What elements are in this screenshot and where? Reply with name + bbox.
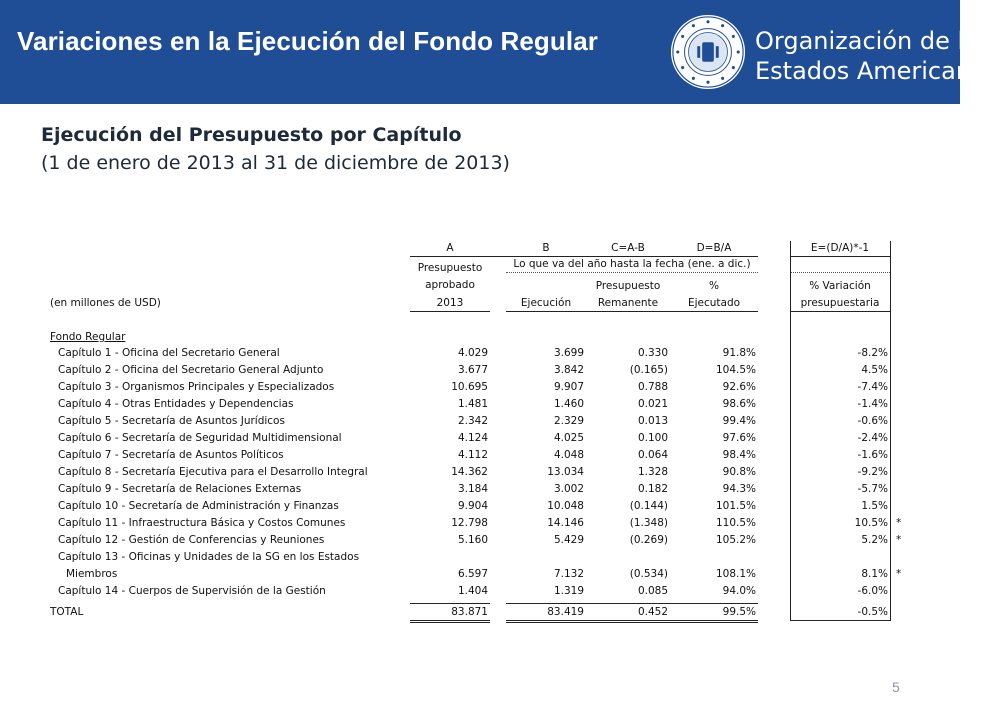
row-value-e: -5.7% — [857, 483, 888, 495]
row-value-c: (0.165) — [629, 364, 668, 376]
row-value-a: 3.184 — [457, 483, 488, 495]
row-label: Capítulo 14 - Cuerpos de Supervisión de la Gestión — [58, 585, 326, 597]
row-flag: * — [896, 568, 902, 580]
row-value-e: 1.5% — [861, 500, 888, 512]
row-value-c: 0.182 — [637, 483, 668, 495]
row-value-c: 0.100 — [637, 432, 668, 444]
col-c-header-line2: Remanente — [597, 297, 659, 309]
row-value-b: 4.048 — [553, 449, 584, 461]
row-label: Capítulo 10 - Secretaría de Administración y Finanzas — [58, 500, 339, 512]
row-label: Capítulo 5 - Secretaría de Asuntos Jurídicos — [58, 415, 285, 427]
row-value-e: -1.6% — [857, 449, 888, 461]
row-label: Miembros — [66, 568, 118, 580]
row-value-e: -6.0% — [857, 585, 888, 597]
row-label: Capítulo 11 - Infraestructura Básica y Costos Comunes — [58, 517, 346, 529]
row-value-c: 0.013 — [637, 415, 668, 427]
row-value-d: 108.1% — [715, 568, 756, 580]
total-d: 99.5% — [722, 606, 756, 618]
col-a-header-line2: aprobado — [425, 279, 475, 291]
row-label: Capítulo 7 - Secretaría de Asuntos Políticos — [58, 449, 284, 461]
col-d-header-line1: % — [709, 280, 719, 292]
row-value-d: 110.5% — [715, 517, 756, 529]
row-value-d: 105.2% — [715, 534, 756, 546]
total-e: -0.5% — [857, 606, 888, 618]
row-value-d: 101.5% — [715, 500, 756, 512]
row-value-c: 0.021 — [637, 398, 668, 410]
row-value-c: 0.085 — [637, 585, 668, 597]
row-value-a: 4.029 — [457, 347, 488, 359]
row-label: Capítulo 2 - Oficina del Secretario General Adjunto — [58, 364, 324, 376]
total-b: 83.419 — [547, 606, 584, 618]
row-label: Capítulo 8 - Secretaría Ejecutiva para el Desarrollo Integral — [58, 466, 368, 478]
row-value-a: 1.404 — [457, 585, 488, 597]
row-value-b: 5.429 — [553, 534, 584, 546]
row-value-b: 2.329 — [553, 415, 584, 427]
row-value-a: 2.342 — [457, 415, 488, 427]
row-value-b: 1.460 — [553, 398, 584, 410]
row-value-a: 5.160 — [457, 534, 488, 546]
row-value-b: 7.132 — [553, 568, 584, 580]
row-value-b: 1.319 — [553, 585, 584, 597]
row-value-c: (1.348) — [629, 517, 668, 529]
row-value-d: 91.8% — [722, 347, 756, 359]
row-label-line1: Capítulo 13 - Oficinas y Unidades de la SG en los Estados — [58, 551, 360, 563]
row-value-a: 9.904 — [457, 500, 488, 512]
row-value-a: 10.695 — [451, 381, 488, 393]
date-range: (1 de enero de 2013 al 31 de diciembre de 2013) — [41, 152, 510, 174]
row-value-a: 14.362 — [451, 466, 488, 478]
row-value-d: 97.6% — [722, 432, 756, 444]
col-a-header-line1: Presupuesto — [417, 262, 483, 274]
row-value-a: 4.124 — [457, 432, 488, 444]
row-value-e: -7.4% — [857, 381, 888, 393]
row-value-d: 104.5% — [715, 364, 756, 376]
row-value-b: 3.699 — [553, 347, 584, 359]
row-value-c: 0.788 — [637, 381, 668, 393]
col-letter-b: B — [542, 242, 550, 254]
row-value-b: 4.025 — [553, 432, 584, 444]
row-value-b: 10.048 — [547, 500, 584, 512]
col-c-header-line1: Presupuesto — [595, 280, 661, 292]
row-value-a: 12.798 — [451, 517, 488, 529]
row-value-e: 4.5% — [861, 364, 888, 376]
col-e-header-line2: presupuestaria — [800, 297, 880, 309]
row-label: Capítulo 12 - Gestión de Conferencias y Reuniones — [58, 534, 325, 546]
section-label-fondo-regular: Fondo Regular — [50, 331, 126, 343]
slide-title: Variaciones en la Ejecución del Fondo Regular — [17, 26, 598, 56]
col-letter-e: E=(D/A)*-1 — [810, 242, 870, 254]
row-value-a: 3.677 — [457, 364, 488, 376]
row-value-e: -0.6% — [857, 415, 888, 427]
row-value-e: -1.4% — [857, 398, 888, 410]
row-value-e: 5.2% — [861, 534, 888, 546]
row-value-d: 90.8% — [722, 466, 756, 478]
row-value-a: 4.112 — [457, 449, 488, 461]
row-flag: * — [896, 517, 902, 529]
row-label: Capítulo 6 - Secretaría de Seguridad Multidimensional — [58, 432, 342, 444]
total-c: 0.452 — [637, 606, 668, 618]
col-letter-a: A — [446, 242, 454, 254]
row-value-d: 94.3% — [722, 483, 756, 495]
units-label: (en millones de USD) — [50, 297, 161, 309]
row-label: Capítulo 3 - Organismos Principales y Especializados — [58, 381, 335, 393]
row-value-c: 0.330 — [637, 347, 668, 359]
row-flag: * — [896, 534, 902, 546]
row-value-d: 98.4% — [722, 449, 756, 461]
col-letter-d: D=B/A — [696, 242, 732, 254]
row-value-c: (0.144) — [629, 500, 668, 512]
col-d-header-line2: Ejecutado — [687, 297, 741, 309]
row-value-c: 1.328 — [637, 466, 668, 478]
section-heading: Ejecución del Presupuesto por Capítulo — [41, 124, 462, 146]
row-value-b: 3.002 — [553, 483, 584, 495]
row-value-c: 0.064 — [637, 449, 668, 461]
row-value-c: (0.534) — [629, 568, 668, 580]
row-value-e: -8.2% — [857, 347, 888, 359]
row-value-a: 1.481 — [457, 398, 488, 410]
row-value-b: 9.907 — [553, 381, 584, 393]
row-value-a: 6.597 — [457, 568, 488, 580]
row-value-e: -9.2% — [857, 466, 888, 478]
row-value-d: 94.0% — [722, 585, 756, 597]
row-label: Capítulo 1 - Oficina del Secretario General — [58, 347, 280, 359]
col-e-header-line1: % Variación — [809, 280, 871, 292]
row-value-b: 13.034 — [547, 466, 584, 478]
row-label: Capítulo 4 - Otras Entidades y Dependencias — [58, 398, 294, 410]
row-value-d: 99.4% — [722, 415, 756, 427]
row-value-d: 98.6% — [722, 398, 756, 410]
total-label: TOTAL — [50, 606, 84, 618]
row-value-e: 10.5% — [854, 517, 888, 529]
page-number: 5 — [892, 679, 900, 695]
row-label: Capítulo 9 - Secretaría de Relaciones Externas — [58, 483, 302, 495]
row-value-e: -2.4% — [857, 432, 888, 444]
organization-name-line1: Organización de los — [755, 27, 992, 55]
row-value-e: 8.1% — [861, 568, 888, 580]
total-a: 83.871 — [451, 606, 488, 618]
col-letter-c: C=A-B — [611, 242, 645, 254]
row-value-b: 3.842 — [553, 364, 584, 376]
row-value-c: (0.269) — [629, 534, 668, 546]
ytd-span-label: Lo que va del año hasta la fecha (ene. a dic.) — [513, 258, 751, 270]
col-a-header-line3: 2013 — [436, 297, 464, 309]
col-b-header: Ejecución — [520, 297, 572, 309]
organization-name-line2: Estados Americanos — [755, 57, 998, 85]
row-value-b: 14.146 — [547, 517, 584, 529]
row-value-d: 92.6% — [722, 381, 756, 393]
